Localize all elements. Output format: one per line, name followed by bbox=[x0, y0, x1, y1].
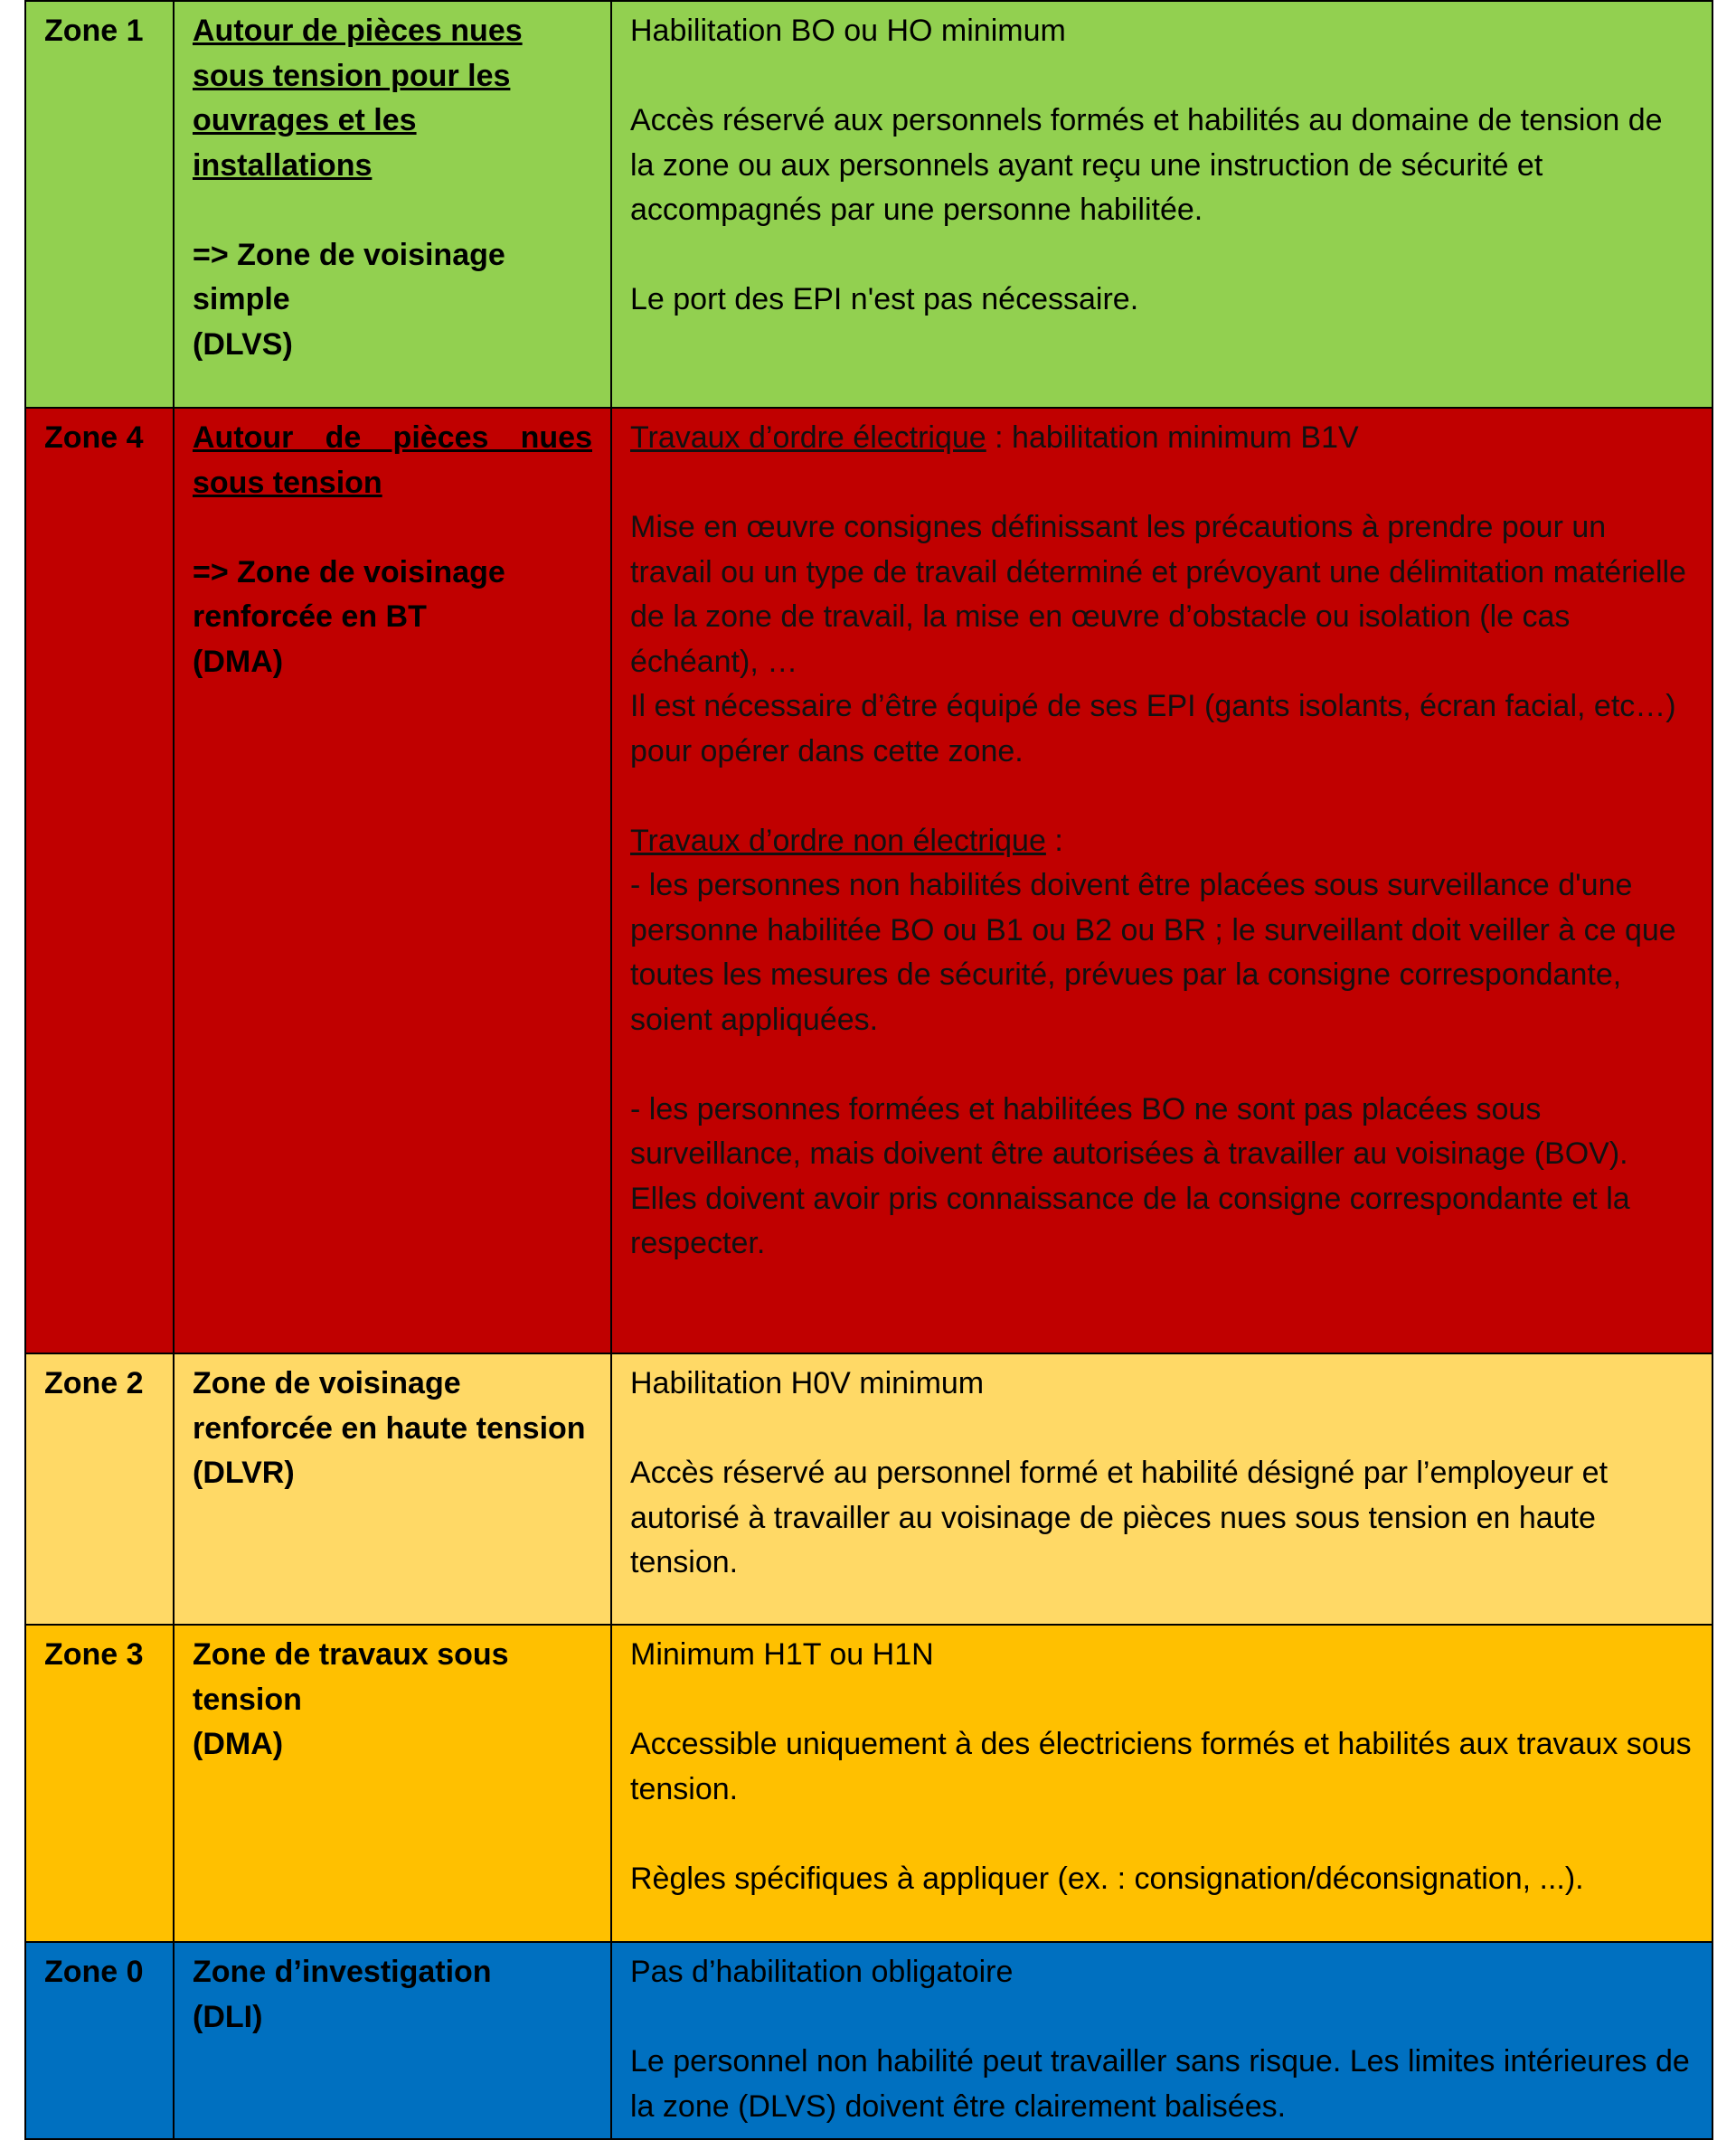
zone-label: Zone 2 bbox=[25, 1353, 174, 1625]
zone-spacer bbox=[193, 505, 592, 551]
non-electrical-work-link-text: Travaux d’ordre non électrique bbox=[630, 823, 1046, 858]
requirement-header: Pas d’habilitation obligatoire bbox=[630, 1955, 1014, 1989]
zone-title-cell bbox=[174, 408, 611, 1353]
zone-code: (DLVS) bbox=[193, 326, 293, 362]
zone-title-cell bbox=[174, 1353, 611, 1625]
zone-title: Zone de voisinage renforcée en haute tension bbox=[193, 1366, 586, 1446]
table-row-zone-4 bbox=[25, 408, 1712, 1353]
zone-title: Autour de pièces nues sous tension bbox=[193, 420, 592, 500]
requirement-header: Minimum H1T ou H1N bbox=[630, 1637, 934, 1672]
zone-label: Zone 3 bbox=[25, 1625, 174, 1942]
requirement-header: Habilitation BO ou HO minimum bbox=[630, 14, 1066, 48]
electrical-work-link-text: Travaux d’ordre électrique bbox=[630, 420, 986, 455]
electrical-work-header bbox=[630, 416, 1694, 461]
zone-title-cell bbox=[174, 1625, 611, 1942]
zone-title: Zone de travaux sous tension bbox=[193, 1637, 509, 1717]
zone-title: Zone d’investigation bbox=[193, 1955, 492, 1989]
electrical-work-requirement: : habilitation minimum B1V bbox=[986, 420, 1359, 455]
zone-description-cell bbox=[611, 1353, 1712, 1625]
table-row-zone-2 bbox=[25, 1353, 1712, 1625]
zone-title-cell bbox=[174, 1, 611, 408]
description-paragraph: Accès réservé au personnel formé et habilité désigné par l’employeur et autorisé à travailler au voisinage de pièces nues sous tension en haute tension. bbox=[630, 1456, 1609, 1579]
description-paragraph bbox=[630, 505, 1694, 774]
description-text: Il est nécessaire d’être équipé de ses EPI (gants isolants, écran facial, etc…) pour opérer dans cette zone. bbox=[630, 689, 1676, 768]
description-paragraph: Accessible uniquement à des électriciens formés et habilités aux travaux sous tension. bbox=[630, 1727, 1692, 1806]
zones-table bbox=[24, 0, 1713, 2140]
zone-code: (DLI) bbox=[193, 1999, 263, 2034]
zone-description-cell bbox=[611, 408, 1712, 1353]
zone-code: (DLVR) bbox=[193, 1456, 295, 1490]
zone-label: Zone 1 bbox=[25, 1, 174, 408]
zone-code: (DMA) bbox=[193, 644, 284, 679]
non-electrical-work-header bbox=[630, 819, 1694, 1043]
zone-label: Zone 0 bbox=[25, 1942, 174, 2139]
zone-spacer bbox=[193, 188, 592, 233]
zone-title: Autour de pièces nues sous tension pour les ouvrages et les installations bbox=[193, 14, 523, 183]
zone-subtitle: => Zone de voisinage renforcée en BT bbox=[193, 554, 505, 634]
table-row-zone-3 bbox=[25, 1625, 1712, 1942]
table-row-zone-0 bbox=[25, 1942, 1712, 2139]
description-text: - les personnes non habilités doivent être placées sous surveillance d'une personne habilitée BO ou B1 ou B2 ou BR ; le surveillant doit veiller à ce que toutes les mesures de sécurité, prévues par la consigne correspondante, soient appliquées. bbox=[630, 868, 1676, 1037]
zone-description-cell bbox=[611, 1625, 1712, 1942]
zone-subtitle: => Zone de voisinage simple bbox=[193, 237, 505, 316]
zone-description-cell bbox=[611, 1, 1712, 408]
requirement-header: Habilitation H0V minimum bbox=[630, 1366, 985, 1400]
description-paragraph: Le port des EPI n'est pas nécessaire. bbox=[630, 282, 1139, 316]
zone-title-cell bbox=[174, 1942, 611, 2139]
description-paragraph: Accès réservé aux personnels formés et habilités au domaine de tension de la zone ou aux personnels ayant reçu une instruction de sécurité et accompagnés par une personne habilitée. bbox=[630, 103, 1663, 227]
description-paragraph: Le personnel non habilité peut travailler sans risque. Les limites intérieures de la zone (DLVS) doivent être clairement balisées. bbox=[630, 2044, 1690, 2124]
description-paragraph: Règles spécifiques à appliquer (ex. : consignation/déconsignation, ...). bbox=[630, 1861, 1584, 1896]
zone-label: Zone 4 bbox=[25, 408, 174, 1353]
zone-description-cell bbox=[611, 1942, 1712, 2139]
description-paragraph: - les personnes formées et habilitées BO ne sont pas placées sous surveillance, mais doivent être autorisées à travailler au voisinage (BOV). Elles doivent avoir pris connaissance de la consigne correspondante et la respecter. bbox=[630, 1091, 1630, 1260]
description-text: Mise en œuvre consignes définissant les précautions à prendre pour un travail ou un type de travail déterminé et prévoyant une délimitation matérielle de la zone de travail, la mise en œuvre d’obstacle ou isolation (le cas échéant), … bbox=[630, 510, 1686, 679]
table-row-zone-1 bbox=[25, 1, 1712, 408]
zone-code: (DMA) bbox=[193, 1727, 284, 1761]
non-electrical-work-colon: : bbox=[1045, 823, 1063, 858]
